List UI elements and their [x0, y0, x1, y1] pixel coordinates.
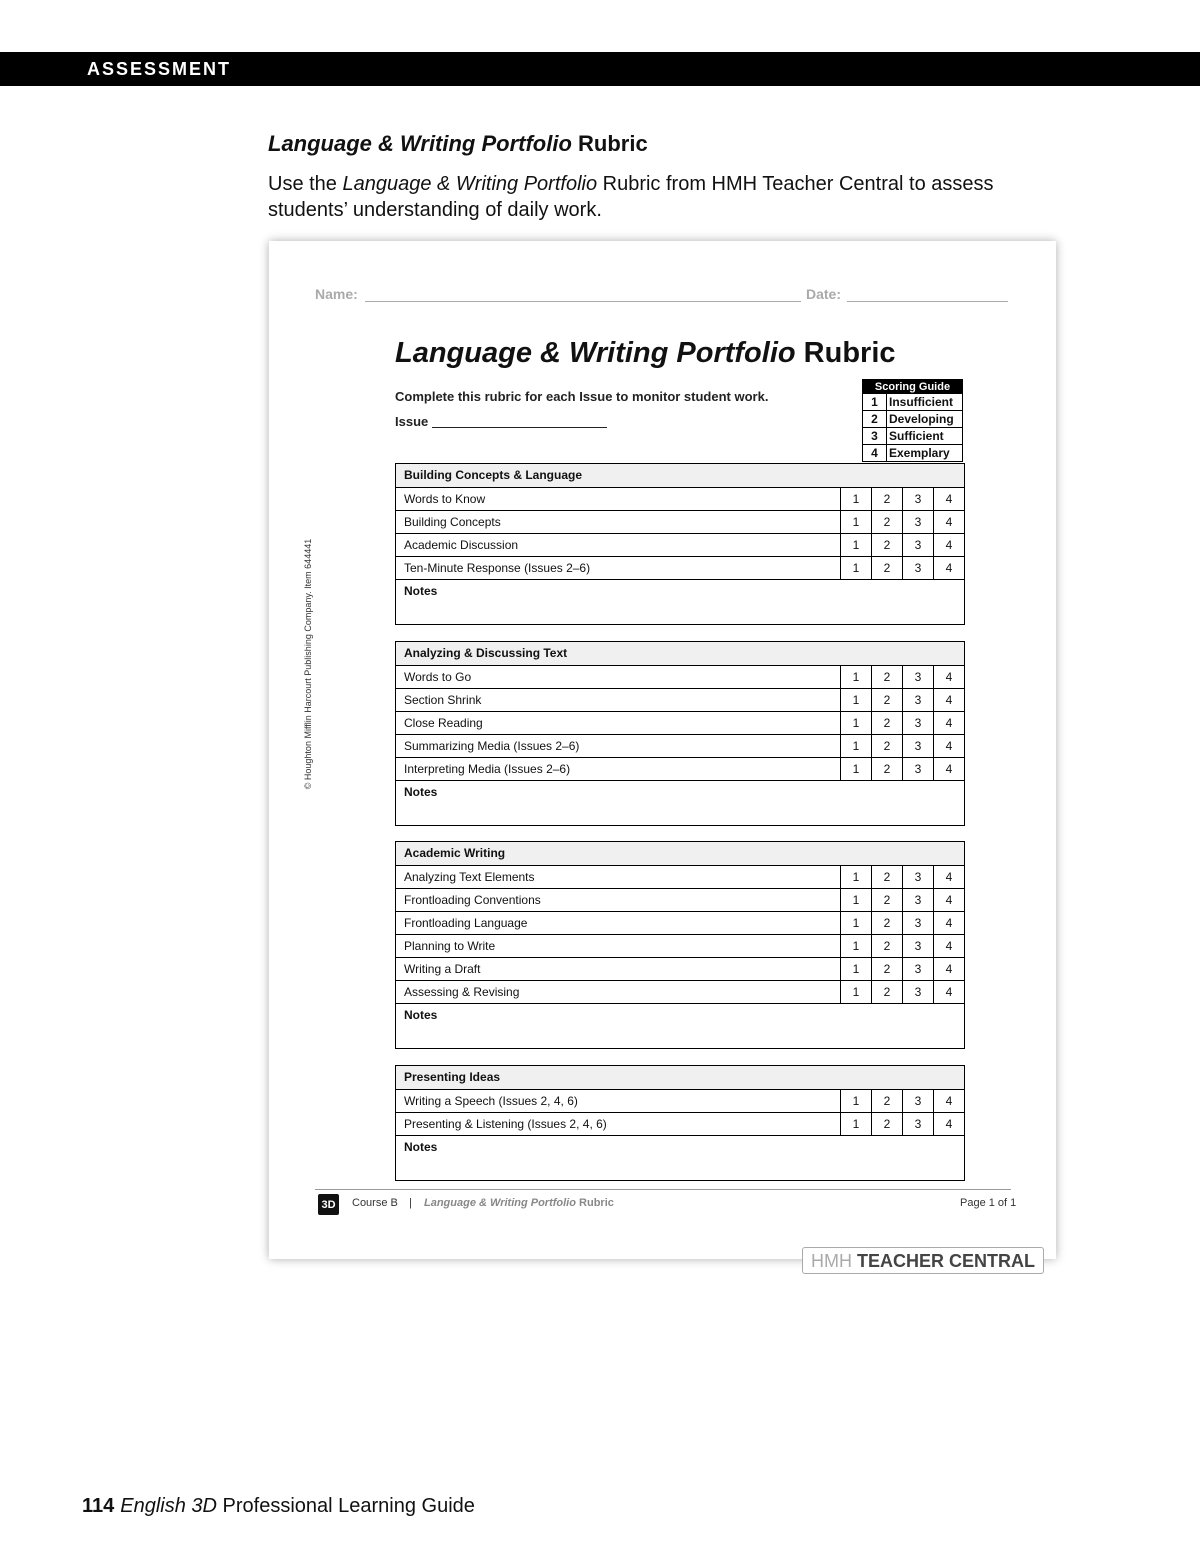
score-4[interactable]: 4: [945, 1117, 953, 1131]
footer-separator: |: [409, 1197, 412, 1209]
score-2[interactable]: 2: [872, 689, 903, 711]
rubric-title-italic: Language & Writing Portfolio: [395, 337, 796, 369]
score-4[interactable]: 4: [945, 670, 953, 684]
score-2[interactable]: 2: [872, 866, 903, 888]
score-4[interactable]: 4: [945, 939, 953, 953]
notes-field[interactable]: Notes: [404, 1008, 438, 1022]
rubric-instruction: Complete this rubric for each Issue to monitor student work.: [395, 389, 769, 404]
section-banner: [0, 52, 1200, 86]
hmh-teacher-central-badge: [802, 1247, 1044, 1274]
badge-bold-text: TEACHER CENTRAL: [857, 1251, 1035, 1271]
score-3[interactable]: 3: [903, 935, 934, 957]
section-title: Presenting Ideas: [396, 1066, 964, 1090]
rubric-title: [395, 337, 896, 370]
english-3d-logo-icon: 3D: [318, 1194, 339, 1215]
score-3[interactable]: 3: [903, 866, 934, 888]
score-2[interactable]: 2: [872, 958, 903, 980]
score-2[interactable]: 2: [872, 534, 903, 556]
criterion-label: Building Concepts: [396, 511, 841, 533]
score-3[interactable]: 3: [903, 511, 934, 533]
score-4[interactable]: 4: [945, 962, 953, 976]
intro-text: [268, 171, 1028, 223]
score-2[interactable]: 2: [872, 1113, 903, 1135]
score-4[interactable]: 4: [945, 893, 953, 907]
score-1[interactable]: 1: [841, 488, 872, 510]
book-subtitle: Professional Learning Guide: [216, 1495, 475, 1517]
page-heading: [268, 131, 648, 157]
badge-light-text: HMH: [811, 1251, 857, 1271]
score-4[interactable]: 4: [945, 492, 953, 506]
criterion-row: [396, 1090, 964, 1113]
score-2[interactable]: 2: [872, 557, 903, 579]
rubric-sheet: [269, 241, 1056, 1259]
rubric-section-analyzing-text: [395, 641, 965, 826]
criterion-label: Frontloading Conventions: [396, 889, 841, 911]
criterion-label: Summarizing Media (Issues 2–6): [396, 735, 841, 757]
score-3[interactable]: 3: [903, 689, 934, 711]
criterion-label: Frontloading Language: [396, 912, 841, 934]
scoring-guide-title: Scoring Guide: [863, 380, 963, 394]
score-3[interactable]: 3: [903, 889, 934, 911]
criterion-label: Academic Discussion: [396, 534, 841, 556]
criterion-row: [396, 511, 964, 534]
score-1[interactable]: 1: [841, 981, 872, 1003]
score-1[interactable]: 1: [841, 1090, 872, 1112]
criterion-label: Words to Know: [396, 488, 841, 510]
score-2[interactable]: 2: [872, 912, 903, 934]
criterion-label: Writing a Speech (Issues 2, 4, 6): [396, 1090, 841, 1112]
criterion-label: Section Shrink: [396, 689, 841, 711]
score-1[interactable]: 1: [841, 735, 872, 757]
score-3[interactable]: 3: [903, 735, 934, 757]
guide-level-number: 4: [863, 445, 887, 462]
heading-italic: Language & Writing Portfolio: [268, 131, 572, 156]
criterion-row: [396, 935, 964, 958]
score-3[interactable]: 3: [903, 912, 934, 934]
scoring-guide: [862, 379, 963, 462]
criterion-row: [396, 981, 964, 1004]
score-2[interactable]: 2: [872, 935, 903, 957]
score-1[interactable]: 1: [841, 912, 872, 934]
score-3[interactable]: 3: [903, 666, 934, 688]
rubric-section-academic-writing: [395, 841, 965, 1049]
criterion-row: [396, 1113, 964, 1136]
score-3[interactable]: 3: [903, 981, 934, 1003]
criterion-label: Ten-Minute Response (Issues 2–6): [396, 557, 841, 579]
section-title: Analyzing & Discussing Text: [396, 642, 964, 666]
criterion-label: Presenting & Listening (Issues 2, 4, 6): [396, 1113, 841, 1135]
footer-title-italic: Language & Writing Portfolio: [424, 1197, 576, 1209]
score-2[interactable]: 2: [872, 889, 903, 911]
score-1[interactable]: 1: [841, 689, 872, 711]
footer-divider: [315, 1189, 1011, 1190]
criterion-row: [396, 689, 964, 712]
notes-field[interactable]: Notes: [404, 584, 438, 598]
page-number: 114: [82, 1495, 115, 1517]
score-1[interactable]: 1: [841, 534, 872, 556]
heading-rest: Rubric: [571, 131, 648, 156]
criterion-label: Writing a Draft: [396, 958, 841, 980]
score-3[interactable]: 3: [903, 488, 934, 510]
criterion-row: [396, 666, 964, 689]
score-2[interactable]: 2: [872, 666, 903, 688]
score-1[interactable]: 1: [841, 1113, 872, 1135]
criterion-row: [396, 488, 964, 511]
criterion-label: Interpreting Media (Issues 2–6): [396, 758, 841, 780]
score-2[interactable]: 2: [872, 735, 903, 757]
score-3[interactable]: 3: [903, 1113, 934, 1135]
guide-level-number: 2: [863, 411, 887, 428]
criterion-label: Assessing & Revising: [396, 981, 841, 1003]
banner-label: ASSESSMENT: [87, 59, 232, 79]
name-date-row: [315, 286, 1008, 306]
guide-level-label: Insufficient: [887, 394, 963, 411]
score-4[interactable]: 4: [945, 870, 953, 884]
name-field-line[interactable]: [365, 301, 801, 302]
score-4[interactable]: 4: [945, 762, 953, 776]
notes-field[interactable]: Notes: [404, 785, 438, 799]
criterion-row: [396, 958, 964, 981]
intro-after: Rubric from HMH Teacher Central to assess students’ understanding of daily work.: [268, 173, 994, 221]
intro-before: Use the: [268, 173, 343, 195]
intro-italic: Language & Writing Portfolio: [342, 173, 598, 195]
score-1[interactable]: 1: [841, 958, 872, 980]
score-1[interactable]: 1: [841, 889, 872, 911]
book-title: English 3D: [120, 1495, 217, 1517]
score-4[interactable]: 4: [945, 693, 953, 707]
copyright-notice: © Houghton Mifflin Harcourt Publishing Company. Item 644441: [303, 538, 313, 790]
score-3[interactable]: 3: [903, 958, 934, 980]
score-4[interactable]: 4: [945, 739, 953, 753]
score-4[interactable]: 4: [945, 916, 953, 930]
issue-label: Issue: [395, 414, 429, 429]
issue-field-line[interactable]: [432, 427, 607, 428]
score-2[interactable]: 2: [872, 758, 903, 780]
footer-title: [424, 1197, 614, 1209]
criterion-row: [396, 735, 964, 758]
footer-course: Course B: [352, 1197, 398, 1209]
criterion-row: [396, 866, 964, 889]
criterion-label: Planning to Write: [396, 935, 841, 957]
score-3[interactable]: 3: [903, 1090, 934, 1112]
criterion-row: [396, 712, 964, 735]
notes-field[interactable]: Notes: [404, 1140, 438, 1154]
score-1[interactable]: 1: [841, 511, 872, 533]
score-3[interactable]: 3: [903, 758, 934, 780]
score-3[interactable]: 3: [903, 557, 934, 579]
criterion-row: [396, 557, 964, 580]
criterion-label: Analyzing Text Elements: [396, 866, 841, 888]
score-4[interactable]: 4: [945, 1094, 953, 1108]
score-4[interactable]: 4: [945, 515, 953, 529]
score-4[interactable]: 4: [945, 561, 953, 575]
score-2[interactable]: 2: [872, 488, 903, 510]
guide-level-number: 1: [863, 394, 887, 411]
guide-level-number: 3: [863, 428, 887, 445]
page-footer: [82, 1495, 475, 1518]
criterion-label: Close Reading: [396, 712, 841, 734]
rubric-section-building-concepts: [395, 463, 965, 625]
score-2[interactable]: 2: [872, 712, 903, 734]
score-4[interactable]: 4: [945, 716, 953, 730]
section-title: Academic Writing: [396, 842, 964, 866]
date-label: Date:: [806, 286, 842, 302]
score-2[interactable]: 2: [872, 1090, 903, 1112]
criterion-row: [396, 912, 964, 935]
score-2[interactable]: 2: [872, 981, 903, 1003]
section-title: Building Concepts & Language: [396, 464, 964, 488]
score-4[interactable]: 4: [945, 538, 953, 552]
guide-level-label: Developing: [887, 411, 963, 428]
footer-title-rest: Rubric: [575, 1197, 614, 1209]
footer-page-number: Page 1 of 1: [960, 1197, 1017, 1209]
score-4[interactable]: 4: [945, 985, 953, 999]
rubric-title-rest: Rubric: [795, 337, 896, 369]
score-1[interactable]: 1: [841, 666, 872, 688]
score-3[interactable]: 3: [903, 534, 934, 556]
guide-level-label: Exemplary: [887, 445, 963, 462]
score-2[interactable]: 2: [872, 511, 903, 533]
criterion-row: [396, 889, 964, 912]
guide-level-label: Sufficient: [887, 428, 963, 445]
score-1[interactable]: 1: [841, 557, 872, 579]
criterion-row: [396, 758, 964, 781]
criterion-label: Words to Go: [396, 666, 841, 688]
score-1[interactable]: 1: [841, 712, 872, 734]
score-3[interactable]: 3: [903, 712, 934, 734]
criterion-row: [396, 534, 964, 557]
name-label: Name:: [315, 286, 358, 302]
score-1[interactable]: 1: [841, 758, 872, 780]
score-1[interactable]: 1: [841, 866, 872, 888]
rubric-section-presenting-ideas: [395, 1065, 965, 1181]
date-field-line[interactable]: [847, 301, 1008, 302]
score-1[interactable]: 1: [841, 935, 872, 957]
